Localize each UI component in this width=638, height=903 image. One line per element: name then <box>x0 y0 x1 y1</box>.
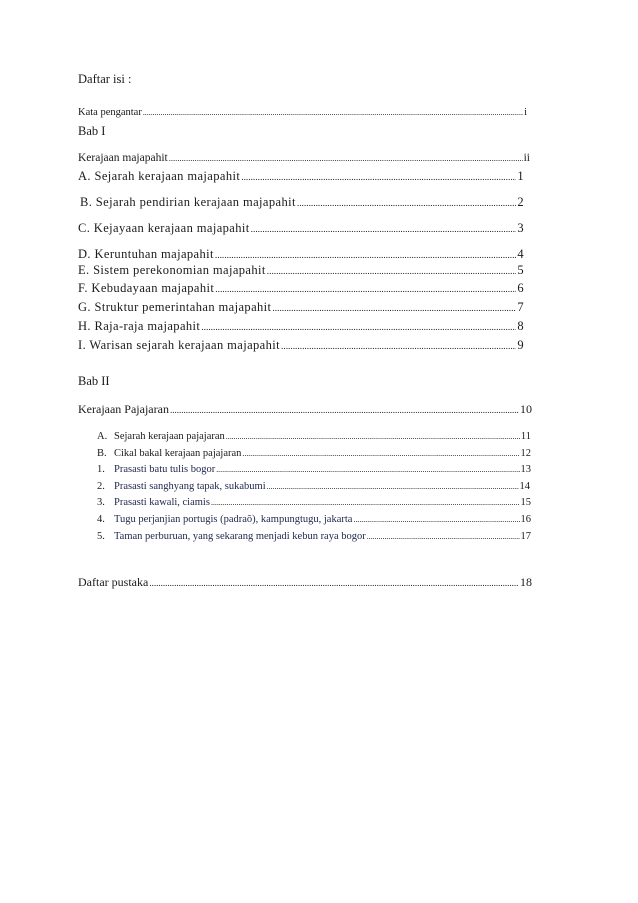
leader-dots <box>216 466 519 474</box>
toc-entry-i <box>78 339 524 352</box>
leader-dots <box>281 343 516 352</box>
leader-dots <box>353 516 519 524</box>
toc-entry-label: C. Kejayaan kerajaan majapahit <box>78 221 250 235</box>
toc-subentry-page: 13 <box>520 464 531 475</box>
toc-subentry-label <box>97 465 215 476</box>
toc-subentry-b <box>97 449 531 460</box>
toc-entry-label: Kerajaan majapahit <box>78 152 168 164</box>
toc-entry-page: 10 <box>520 402 532 416</box>
toc-entry-label: G. Struktur pemerintahan majapahit <box>78 300 272 314</box>
leader-dots <box>169 154 523 163</box>
toc-subentry-label <box>97 449 241 460</box>
toc-entry-label: Kerajaan Pajajaran <box>78 402 169 416</box>
toc-entry-page: 18 <box>520 575 532 589</box>
toc-subentry-2 <box>97 482 530 493</box>
toc-subentry-number: B. <box>97 448 107 459</box>
toc-entry-e <box>78 264 524 277</box>
leader-dots <box>297 200 516 209</box>
bab-1-heading: Bab I <box>78 124 106 138</box>
toc-entry-page: 1 <box>517 169 524 183</box>
toc-subentry-text: Taman perburuan, yang sekarang menjadi kebun raya bogor <box>114 531 366 542</box>
toc-entry-label: A. Sejarah kerajaan majapahit <box>78 169 241 183</box>
toc-entry-page: i <box>524 107 527 118</box>
leader-dots <box>201 324 516 333</box>
toc-entry-label: Kata pengantar <box>78 107 142 118</box>
leader-dots <box>241 174 516 183</box>
toc-entry-c <box>78 222 524 235</box>
leader-dots <box>267 268 517 277</box>
toc-entry-b <box>80 196 524 209</box>
toc-entry-page: 5 <box>517 263 524 277</box>
toc-subentry-page: 14 <box>519 481 530 492</box>
toc-subentry-text: Cikal bakal kerajaan pajajaran <box>114 448 242 459</box>
toc-subentry-page: 16 <box>520 514 531 525</box>
toc-subentry-5 <box>97 532 531 543</box>
toc-subentry-4 <box>97 515 531 526</box>
leader-dots <box>215 252 516 261</box>
toc-entry-page: 2 <box>517 195 524 209</box>
toc-entry-page: 3 <box>517 221 524 235</box>
toc-subentry-a <box>97 432 531 443</box>
toc-entry-d <box>78 248 524 261</box>
toc-subentry-page: 12 <box>520 448 531 459</box>
leader-dots <box>226 433 520 441</box>
toc-entry-label: E. Sistem perekonomian majapahit <box>78 263 266 277</box>
toc-subentry-text: Prasasti sanghyang tapak, sukabumi <box>114 481 266 492</box>
toc-subentry-page: 17 <box>520 531 531 542</box>
toc-subentry-3 <box>97 498 531 509</box>
toc-entry-page: 6 <box>517 281 524 295</box>
leader-dots <box>367 533 520 541</box>
toc-subentry-text: Prasasti batu tulis bogor <box>114 464 216 475</box>
leader-dots <box>170 406 519 415</box>
toc-subentry-label <box>97 432 225 443</box>
toc-entry-kerajaan-pajajaran <box>78 403 532 415</box>
toc-entry-g <box>78 301 524 314</box>
toc-subentry-page: 11 <box>520 431 531 442</box>
toc-subentry-label <box>97 482 266 493</box>
toc-subentry-number: 4. <box>97 514 105 525</box>
leader-dots <box>267 483 519 491</box>
toc-heading: Daftar isi : <box>78 72 132 86</box>
toc-entry-a <box>78 170 524 183</box>
toc-subentry-label <box>97 498 210 509</box>
toc-subentry-label <box>97 515 352 526</box>
toc-entry-f <box>78 282 524 295</box>
leader-dots <box>251 226 517 235</box>
toc-subentry-number: A. <box>97 431 108 442</box>
toc-subentry-text: Tugu perjanjian portugis (padraõ), kampungtugu, jakarta <box>114 514 353 525</box>
toc-entry-h <box>78 320 524 333</box>
toc-subentry-text: Sejarah kerajaan pajajaran <box>114 431 225 442</box>
toc-entry-label: B. Sejarah pendirian kerajaan majapahit <box>80 195 296 209</box>
leader-dots <box>272 305 516 314</box>
toc-entry-label: H. Raja-raja majapahit <box>78 319 201 333</box>
toc-entry-label: F. Kebudayaan majapahit <box>78 281 215 295</box>
toc-entry-kata-pengantar <box>78 108 527 119</box>
toc-entry-daftar-pustaka <box>78 576 532 588</box>
toc-entry-label: I. Warisan sejarah kerajaan majapahit <box>78 338 281 352</box>
toc-entry-page: 7 <box>517 300 524 314</box>
toc-subentry-text: Prasasti kawali, ciamis <box>114 497 210 508</box>
leader-dots <box>215 286 516 295</box>
toc-entry-label: D. Keruntuhan majapahit <box>78 247 214 261</box>
toc-entry-page: 9 <box>517 338 524 352</box>
leader-dots <box>211 499 520 507</box>
toc-entry-kerajaan-majapahit <box>78 153 530 165</box>
toc-subentry-label <box>97 532 366 543</box>
toc-subentry-number: 2. <box>97 481 105 492</box>
toc-entry-page: ii <box>523 152 530 164</box>
toc-subentry-number: 5. <box>97 531 105 542</box>
leader-dots <box>242 450 519 458</box>
toc-entry-page: 4 <box>517 247 524 261</box>
toc-subentry-number: 3. <box>97 497 105 508</box>
bab-2-heading: Bab II <box>78 374 110 388</box>
leader-dots <box>149 579 519 588</box>
leader-dots <box>143 109 523 117</box>
toc-subentry-page: 15 <box>520 497 531 508</box>
toc-entry-page: 8 <box>517 319 524 333</box>
toc-entry-label: Daftar pustaka <box>78 575 149 589</box>
toc-subentry-number: 1. <box>97 464 105 475</box>
toc-subentry-1 <box>97 465 531 476</box>
